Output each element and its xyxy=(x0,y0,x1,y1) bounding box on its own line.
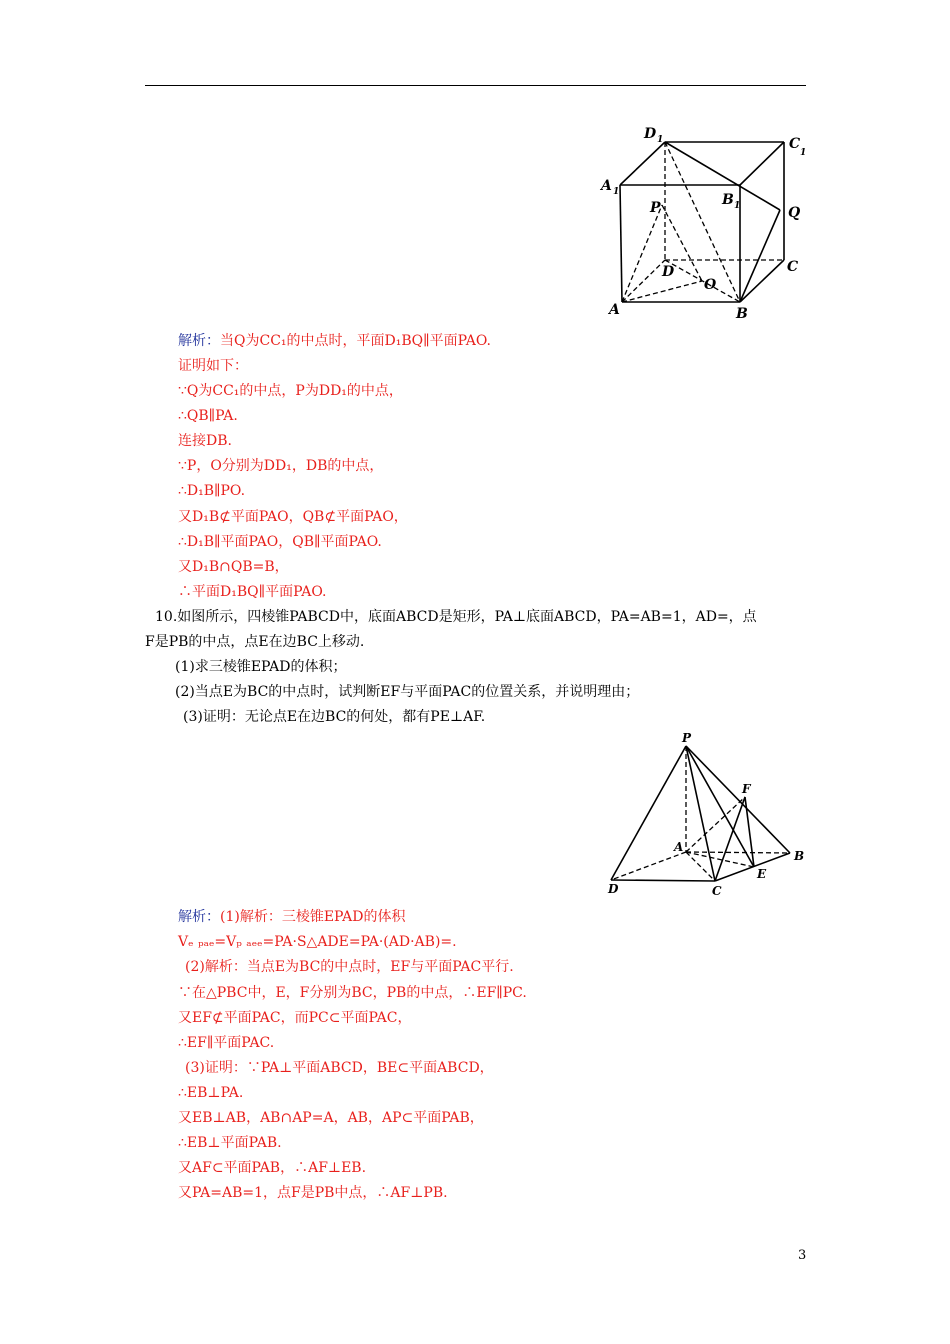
solution2-line-9: 又EB⊥AB，AB∩AP=A，AB，AP⊂平面PAB， xyxy=(178,1110,484,1126)
solution1-line-10: 又D₁B∩QB=B， xyxy=(178,559,289,575)
solution2-line-7: (3)证明：∵PA⊥平面ABCD，BE⊂平面ABCD， xyxy=(185,1060,494,1076)
svg-text:1: 1 xyxy=(734,201,741,211)
problem-line-4: (2)当点E为BC的中点时，试判断EF与平面PAC的位置关系，并说明理由； xyxy=(175,684,640,700)
label-d: D xyxy=(662,264,675,280)
solution1-line-2: 证明如下： xyxy=(178,358,248,374)
solution1-line-11: ∴平面D₁BQ∥平面PAO. xyxy=(178,584,327,600)
solution1-line-1: 解析：当Q为C​C₁的中点时，平面D₁BQ∥平面PAO. xyxy=(178,333,491,349)
problem-line-1: 10.如图所示，四棱锥PABCD中，底面ABCD是矩形，PA⊥底面ABCD，PA=AB=1，AD=，点 xyxy=(155,609,757,625)
problem-line-3: (1)求三棱锥EPAD的体积； xyxy=(175,659,347,675)
page-number: 3 xyxy=(798,1248,807,1263)
problem-line-2: F是PB的中点，点E在边BC上移动. xyxy=(145,634,365,650)
label-b: B xyxy=(736,306,748,322)
label-d2: D xyxy=(608,882,619,896)
svg-text:1: 1 xyxy=(657,135,664,145)
label-a2: A xyxy=(674,840,684,854)
solution2-line-1: 解析：(1)解析：三棱锥EPAD的体积 xyxy=(178,909,406,925)
solution1-line-8: 又D₁B⊄平面PAO，QB⊄平面PAO， xyxy=(178,509,408,525)
label-c1: C xyxy=(789,136,801,152)
label-f: F xyxy=(742,782,751,796)
solution2-line-4: ∵在△PBC中，E，F分别为BC，PB的中点，∴EF∥PC. xyxy=(178,985,527,1001)
label-p2: P xyxy=(682,731,692,745)
svg-text:1: 1 xyxy=(613,187,620,197)
label-c2: C xyxy=(712,884,722,898)
solution1-line-5: 连接DB. xyxy=(178,433,232,449)
solution2-line-6: ∴EF∥平面PAC. xyxy=(178,1035,275,1051)
solution2-line-11: 又AF⊂平面PAB，∴AF⊥EB. xyxy=(178,1160,367,1176)
cube-figure xyxy=(598,120,810,320)
header-rule xyxy=(145,85,806,86)
solution2-line-2: Vₑ ₚₐₑ=Vₚ ₐₑₑ=PA·S△ADE=PA·(AD·AB)=. xyxy=(178,934,457,950)
label-p: P xyxy=(650,200,661,216)
solution2-line-8: ∴EB⊥PA. xyxy=(178,1085,244,1101)
label-b2: B xyxy=(794,849,805,863)
svg-text:1: 1 xyxy=(800,148,807,158)
solution1-line-3: ∵Q为CC₁的中点，P为DD₁的中点， xyxy=(178,383,403,399)
problem-line-5: (3)证明：无论点E在边BC的何处，都有PE⊥AF. xyxy=(183,709,486,725)
solution1-line-7: ∴D₁B∥PO. xyxy=(178,483,246,499)
label-c: C xyxy=(787,259,799,275)
solution2-line-5: 又EF⊄平面PAC，而PC⊂平面PAC， xyxy=(178,1010,412,1026)
label-a1: A xyxy=(601,178,612,194)
solution2-line-12: 又PA=AB=1，点F是PB中点，∴AF⊥PB. xyxy=(178,1185,448,1201)
solution1-line-9: ∴D₁B∥平面PAO，QB∥平面PAO. xyxy=(178,534,382,550)
solution2-line-3: (2)解析：当点E为BC的中点时，EF与平面PAC平行. xyxy=(185,959,514,975)
solution1-line-4: ∴QB∥PA. xyxy=(178,408,238,424)
solution2-line-10: ∴EB⊥平面PAB. xyxy=(178,1135,282,1151)
label-b1: B xyxy=(722,192,734,208)
label-e: E xyxy=(757,867,767,881)
label-a: A xyxy=(609,302,620,318)
label-o: O xyxy=(704,277,717,293)
label-d1: D xyxy=(644,126,657,142)
label-q: Q xyxy=(788,205,801,221)
pyramid-figure xyxy=(600,730,812,902)
solution1-line-6: ∵P，O分别为DD₁，DB的中点， xyxy=(178,458,384,474)
